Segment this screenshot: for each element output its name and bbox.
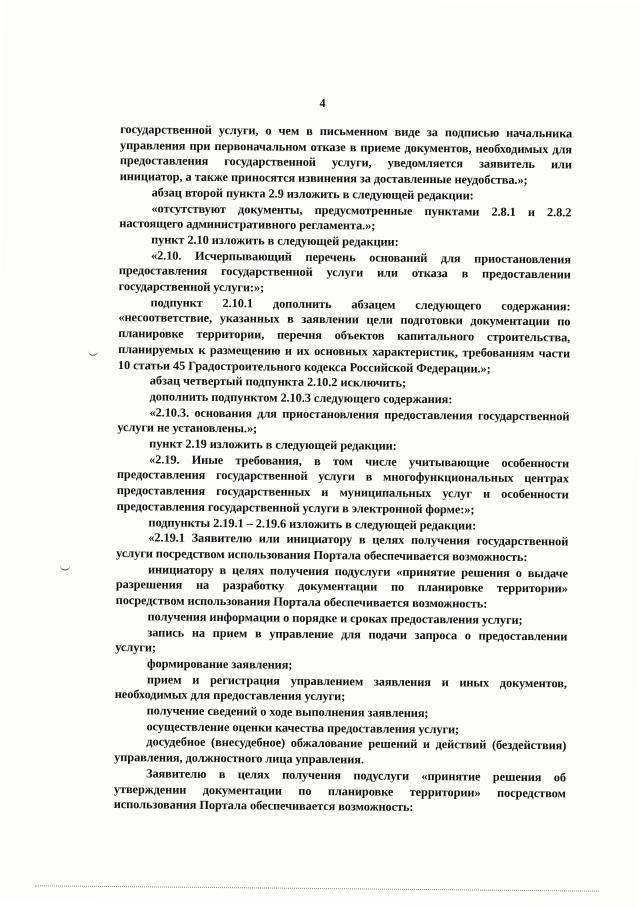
paragraph: «отсутствуют документы, предусмотренные пунктами 2.8.1 и 2.8.2 настоящего административного регламента.»;	[119, 200, 572, 233]
paragraph: запись на прием в управление для подачи запроса о предоставлении услуги;	[115, 624, 568, 655]
paragraph: абзац четвертый подпункта 2.10.2 исключить;	[149, 373, 407, 391]
paragraph: государственной услуги, о чем в письменном виде за подписью начальника управления при первоначальном отказе в приеме документов, необходимых для предоставления государственной услуги, уведомляется заявитель или инициатор, а также приносятся извинения за доставленные неудобства.»;	[119, 122, 573, 188]
paragraph: «2.19. Иные требования, в том числе учитывающие особенности предоставления государственной услуги в многофункциональных центрах предоставления государственных и муниципальных услуг и особенности предоставления государственной услуги в электронной форме:»;	[116, 452, 570, 517]
paragraph: осуществление оценки качества предоставления услуги;	[146, 719, 460, 737]
paragraph: получения информации о порядке и сроках предоставления услуги;	[147, 609, 523, 627]
paragraph: подпункты 2.19.1 – 2.19.6 изложить в следующей редакции:	[148, 514, 477, 533]
document-body	[114, 122, 573, 817]
paragraph: пункт 2.19 изложить в следующей редакции:	[149, 436, 397, 453]
paragraph: дополнить подпунктом 2.10.3 следующего содержания:	[149, 389, 453, 407]
paragraph: формирование заявления;	[147, 656, 293, 672]
paragraph: «2.10.3. основания для приостановления предоставления государственной услуги не установлены.»;	[117, 405, 570, 436]
page-number: 4	[319, 95, 326, 111]
margin-mark	[88, 348, 98, 356]
paragraph: пункт 2.10 изложить в следующей редакции:	[151, 232, 399, 249]
paragraph: получение сведений о ходе выполнения заявления;	[146, 703, 429, 721]
paragraph: абзац второй пункта 2.9 изложить в следующей редакции:	[151, 185, 474, 203]
paragraph: прием и регистрация управлением заявления и иных документов, необходимых для предоставления услуги;	[114, 671, 567, 704]
paragraph: «2.10. Исчерпывающий перечень оснований для приостановления предоставления государственной услуги или отказа в предоставлении государственной услуги:»;	[118, 247, 572, 295]
paragraph: Заявителю в целях получения подуслуги «принятие решения об утверждении документации по планировке территории» посредством использования Портала обеспечивается возможность:	[113, 766, 567, 815]
paragraph: инициатору в целях получения подуслуги «принятие решения о выдаче разрешения на разработку документации по планировке территории» посредством использования Портала обеспечивается возможность:	[115, 562, 569, 611]
paragraph: «2.19.1 Заявителю или инициатору в целях получения государственной услуги посредством использования Портала обеспечивается возможность:	[116, 530, 569, 564]
paragraph: досудебное (внесудебное) обжалование решений и действий (бездействия) управления, должностного лица управления.	[114, 734, 567, 767]
paragraph: подпункт 2.10.1 дополнить абзацем следующего содержания: «несоответствие, указанных в заявлении цели подготовки документации по планировке территории, перечня объектов капитального строительства, планируемых к размещению и их основных характеристик, требованиям части 10 статьи 45 Градостроительного кодекса Российской Федерации.»;	[117, 295, 571, 376]
margin-mark	[60, 563, 70, 571]
scan-edge-line	[35, 885, 599, 891]
